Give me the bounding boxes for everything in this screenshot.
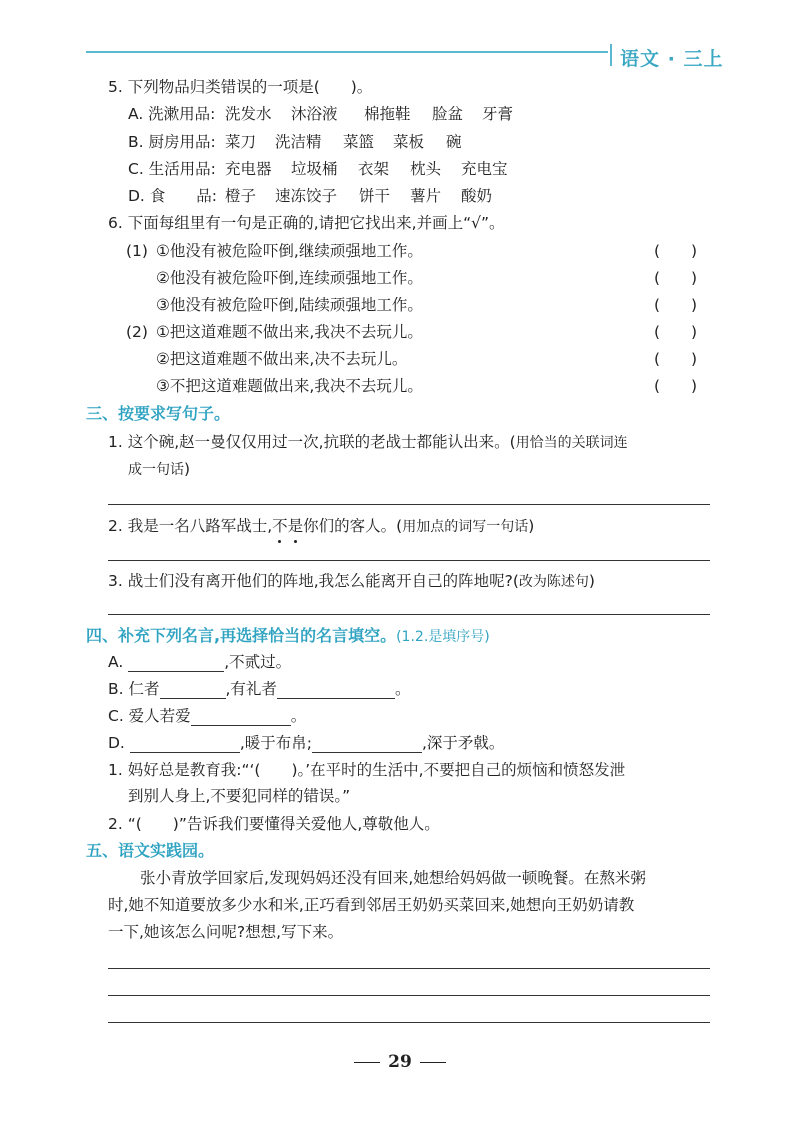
s5-para-line3: 一下,她该怎么问呢?想想,写下来。 [108, 923, 344, 941]
s4-q1-line1: 1. 妈好总是教育我:“‘( )。’在平时的生活中,不要把自己的烦恼和愤怒发泄 [108, 761, 626, 779]
section-5-title: 五、语文实践园。 [86, 841, 215, 860]
page-dash [354, 1062, 380, 1063]
s3-q2-text: 2. 我是一名八路军战士,不 是你们的客人。( 用加点的词写一句话) [108, 516, 534, 537]
answer-line[interactable] [108, 560, 710, 561]
q6-g2-sentence-3: ③不把这道难题做出来,我决不去玩儿。 [156, 377, 423, 395]
q6-g2-sentence-2: ②把这道难题不做出来,决不去玩儿。 [156, 350, 408, 368]
answer-line[interactable] [108, 614, 710, 615]
answer-line[interactable] [108, 504, 710, 505]
q6-group-2-num: (2) [126, 323, 148, 341]
q6-g1-sentence-2: ②他没有被危险吓倒,连续顽强地工作。 [156, 269, 423, 287]
fill-blank[interactable] [191, 709, 291, 726]
answer-line[interactable] [108, 1022, 710, 1023]
q6-group-1-num: (1) [126, 242, 148, 260]
header-rule [86, 51, 608, 53]
q6-g2-sentence-1: ①把这道难题不做出来,我决不去玩儿。 [156, 323, 423, 341]
answer-box[interactable]: ( ) [654, 350, 698, 368]
page-dash [420, 1062, 446, 1063]
answer-box[interactable]: ( ) [654, 269, 698, 287]
answer-box[interactable]: ( ) [654, 242, 698, 260]
emphasis-dot [278, 540, 281, 543]
answer-box[interactable]: ( ) [654, 296, 698, 314]
fill-blank[interactable] [160, 682, 226, 699]
s3-q1-line2: 成一句话) [128, 460, 191, 478]
s4-item-b: B. 仁者 ,有礼者 。 [108, 680, 411, 698]
fill-blank[interactable] [130, 736, 240, 753]
header-rule-cap [610, 44, 612, 66]
fill-blank[interactable] [312, 736, 422, 753]
section-3-title: 三、按要求写句子。 [86, 404, 231, 423]
q6-g1-sentence-3: ③他没有被危险吓倒,陆续顽强地工作。 [156, 296, 423, 314]
answer-line[interactable] [108, 995, 710, 996]
s5-para-line2: 时,她不知道要放多少水和米,正巧看到邻居王奶奶买菜回来,她想向王奶奶请教 [108, 896, 635, 914]
s4-item-d: D. ,暖于布帛; ,深于矛戟。 [108, 734, 505, 752]
answer-box[interactable]: ( ) [654, 377, 698, 395]
section-4-title: 四、补充下列名言,再选择恰当的名言填空。(1.2.是填序号) [86, 626, 490, 645]
q6-g1-sentence-1: ①他没有被危险吓倒,继续顽强地工作。 [156, 242, 423, 260]
q6-stem: 6. 下面每组里有一句是正确的,请把它找出来,并画上“√”。 [108, 214, 505, 232]
emphasis-dot-text: 不 [272, 517, 288, 535]
fill-blank[interactable] [128, 655, 224, 672]
s4-q2-line: 2. “( )”告诉我们要懂得关爱他人,尊敬他人。 [108, 815, 440, 833]
emphasis-dot [294, 540, 297, 543]
header-title: 语文 · 三上 [620, 48, 724, 70]
s3-q3-text: 3. 战士们没有离开他们的阵地,我怎么能离开自己的阵地呢?(改为陈述句) [108, 572, 595, 590]
fill-blank[interactable] [277, 682, 395, 699]
answer-box[interactable]: ( ) [654, 323, 698, 341]
answer-line[interactable] [108, 968, 710, 969]
s5-para-line1: 张小青放学回家后,发现妈妈还没有回来,她想给妈妈做一顿晚餐。在熬米粥 [140, 869, 646, 887]
page-number: 29 [0, 1052, 800, 1072]
s4-item-a: A. ,不贰过。 [108, 653, 292, 671]
s4-item-c: C. 爱人若爱 。 [108, 707, 307, 725]
s4-q1-line2: 到别人身上,不要犯同样的错误。” [128, 787, 351, 805]
s3-q1-line1: 1. 这个碗,赵一曼仅仅用过一次,抗联的老战士都能认出来。(用恰当的关联词连 [108, 433, 628, 451]
q5-stem: 5. 下列物品归类错误的一项是( )。 [108, 78, 373, 96]
